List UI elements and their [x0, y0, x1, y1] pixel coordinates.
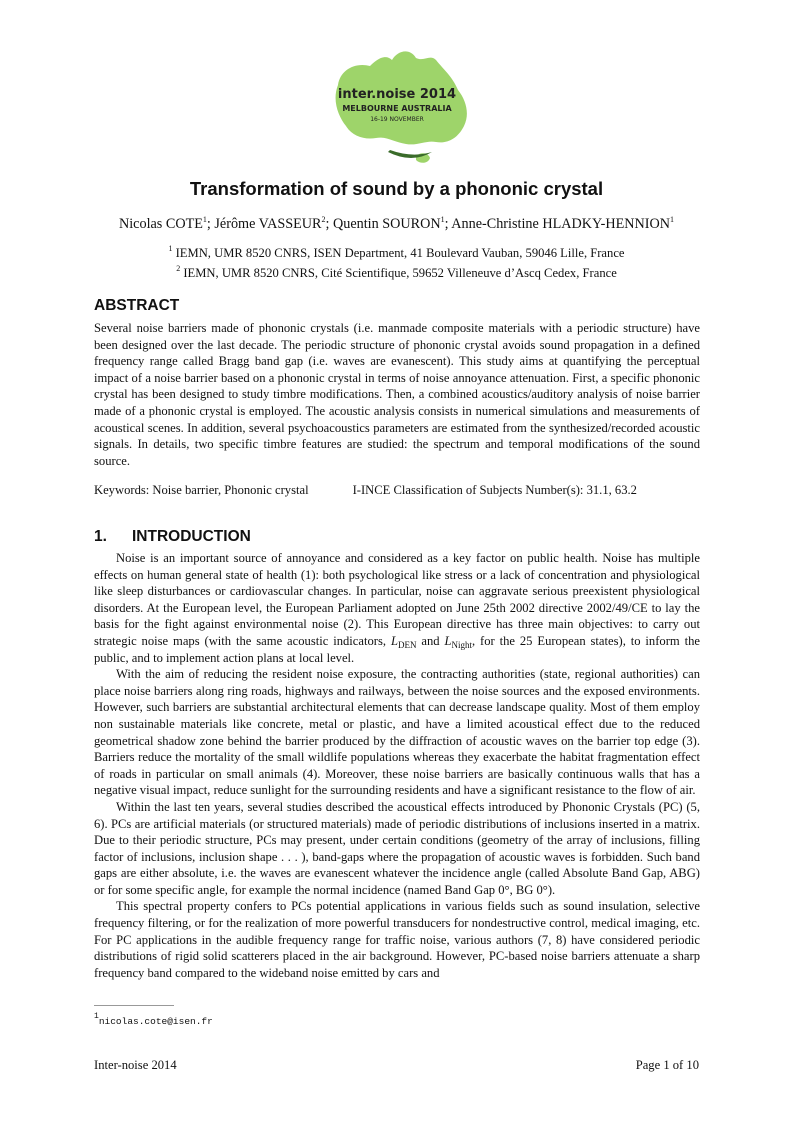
paper-title: Transformation of sound by a phononic crystal	[189, 178, 604, 199]
affiliation-1	[0, 246, 793, 261]
symbol-l-den: L	[390, 633, 398, 648]
subscript-night: Night	[451, 639, 472, 650]
paragraph: Within the last ten years, several studies described the acoustical effects introduced by Phononic Crystals (PC) (5, 6). PCs are artificial materials (or structured materials) made of periodic distributions of inclusions inserted in a matrix. Due to their periodic structure, PCs may present, under certain conditions (geometry of the array of inclusions, filling factor of inclusions, inclusion shape . . . ), band-gaps where the propagation of acoustic waves is forbidden. Such band gaps are either absolute, i.e. the waves are evanescent whatever the incidence angle (called Absolute Band Gap, ABG) or for some specific angle, for example the normal incidence (named Band Gap 0°, BG 0°).	[94, 799, 700, 897]
author-name: Nicolas COTE	[118, 216, 203, 232]
paragraph: This spectral property confers to PCs potential applications in various fields such as sound insulation, selective frequency filtering, or for the realization of more powerful transducers for nondestructive control, medical imaging, etc. For PC applications in the audible frequency range for traffic noise, various authors (7, 8) have considered periodic distributions of rigid solid scatterers placed in the air background. However, PC-based noise barriers attenuate a sharp frequency band compared to the wideband noise emitted by cars and	[94, 899, 700, 980]
author-affiliation-mark: 1	[440, 215, 445, 224]
paragraph-text: Noise is an important source of annoyance and considered as a key factor on public health. Noise has multiple effects on human general state of health (1): both psychological like stress or a lack of concentration and physiological like sleep disturbances or cardiovascular changes. In particular, noise can aggravate serious preexistent physiological disorders. At the European level, the European Parliament adopted on June 25th 2002 directive 2002/49/CE to lay the basis for the fight against environmental noise (2). This European directive has three main objectives: to carry out strategic noise maps (with the same acoustic indicators,	[94, 551, 700, 648]
footnote-email[interactable]: nicolas.cote@isen.fr	[98, 1016, 213, 1027]
author-name: ; Quentin SOURON	[325, 216, 441, 232]
section-heading-introduction	[94, 528, 251, 546]
logo-line2: MELBOURNE AUSTRALIA	[342, 104, 452, 113]
affiliation-mark: 2	[176, 264, 181, 273]
author-name: ; Anne-Christine HLADKY-HENNION	[444, 216, 670, 232]
logo-line1: inter.noise 2014	[337, 87, 457, 102]
paragraph	[94, 550, 700, 666]
classification: I-INCE Classification of Subjects Number(s): 31.1, 63.2	[352, 483, 637, 497]
affiliation-mark: 1	[168, 244, 173, 253]
footnote-mark: 1	[94, 1012, 99, 1021]
paragraph-text: , for the 25 European states), to inform the public, and to implement action plans at local level.	[94, 633, 700, 665]
introduction-body	[94, 550, 700, 981]
keywords: Keywords: Noise barrier, Phononic crystal	[94, 483, 309, 497]
author-affiliation-mark: 1	[670, 215, 674, 224]
abstract-heading: ABSTRACT	[94, 297, 180, 314]
footer-page-number: Page 1 of 10	[635, 1058, 699, 1072]
conference-logo	[320, 40, 475, 175]
footnote-rule	[94, 1005, 174, 1006]
symbol-l-night: L	[444, 633, 452, 648]
author-affiliation-mark: 2	[321, 215, 326, 224]
subscript-den: DEN	[397, 639, 417, 650]
footnote	[94, 1012, 213, 1027]
author-name: ; Jérôme VASSEUR	[206, 216, 322, 232]
author-list	[0, 216, 793, 233]
affiliation-2	[0, 266, 793, 281]
affiliation-text: IEMN, UMR 8520 CNRS, ISEN Department, 41 Boulevard Vauban, 59046 Lille, France	[172, 246, 625, 260]
paragraph-text: and	[416, 633, 445, 648]
affiliation-text: IEMN, UMR 8520 CNRS, Cité Scientifique, 59652 Villeneuve d’Ascq Cedex, France	[180, 266, 617, 280]
keywords-line	[94, 483, 637, 498]
footer-conference: Inter-noise 2014	[94, 1058, 177, 1072]
author-affiliation-mark: 1	[202, 215, 207, 224]
section-title: INTRODUCTION	[132, 528, 251, 545]
section-number: 1.	[94, 528, 107, 545]
abstract-text: Several noise barriers made of phononic crystals (i.e. manmade composite materials with a periodic structure) have been designed over the last decade. The periodic structure of phononic crystal avoids sound propagation in a defined frequency range called Bragg band gap (i.e. waves are evanescent). This study aims at quantifying the perceptual impact of a noise barrier based on a phononic crystal in terms of noise annoyance attenuation. First, a specific phononic crystal has been designed to study timbre modifications. Then, a combined acoustics/auditory analysis of noise barrier made of a phononic crystal is employed. The acoustic analysis consists in numerical simulations and measurements of acoustical scenes. In addition, several psychoacoustics parameters are estimated from the synthesized/recorded acoustic signals. In details, two specific timbre features are studied: the spectrum and temporal modifications of the sound source.	[94, 321, 700, 468]
logo-line3: 16-19 NOVEMBER	[370, 116, 424, 123]
paragraph: With the aim of reducing the resident noise exposure, the contracting authorities (state, regional authorities) can place noise barriers along ring roads, highways and railways, between the noise sources and the exposed environments. However, such barriers are substantial architectural elements that can decrease landscape quality. Most of them employ non sustainable materials like concrete, metal or plastic, and have a limited acoustical effect due to the reduced geometrical shadow zone behind the barrier produced by the diffraction of acoustic waves on the barrier top edge (3). Barriers reduce the mortality of the small wildlife populations whereas they exacerbate the habitat fragmentation effect of roads in particular on small animals (4). Moreover, these noise barriers are basically continuous walls that has a negative visual impact, reduce sunlight for the surrounding residents and have a significant resistance to the flow of air.	[94, 667, 700, 798]
